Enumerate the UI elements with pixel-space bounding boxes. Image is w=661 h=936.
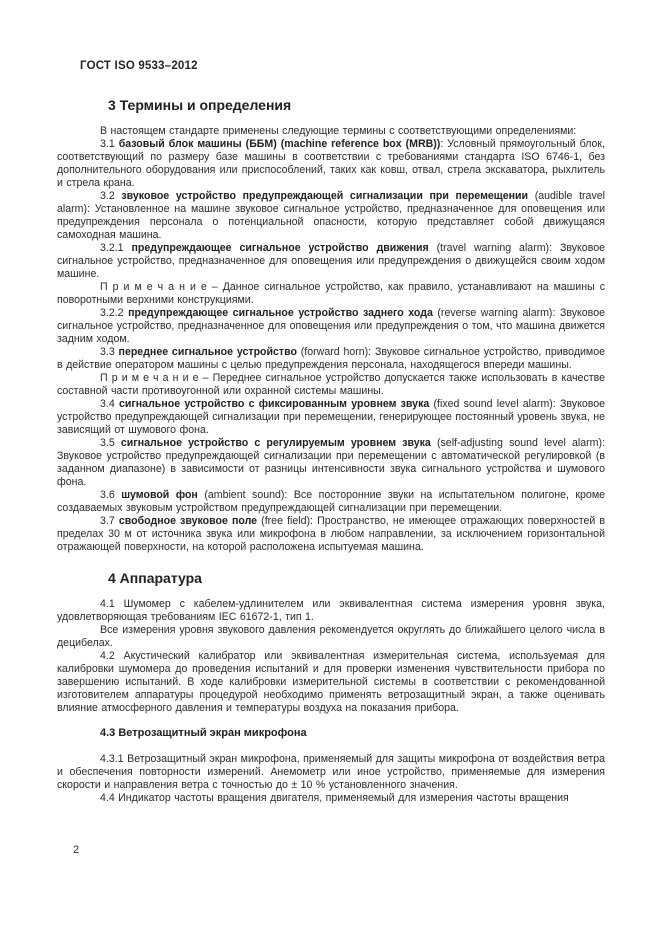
paragraph [57,125,605,138]
paragraph [57,346,605,372]
body-text: В настоящем стандарте применены следующие термины с соответствующими определениями: [100,125,577,137]
body-text: 3.2.1 [100,242,132,254]
body-text: 3.4 [100,398,119,410]
term-bold-text: переднее сигнальное устройство [118,346,297,358]
term-bold-text: шумовой фон [121,489,198,501]
running-header: ГОСТ ISO 9533–2012 [80,60,198,72]
body-text: П р и м е ч а н и е – Данное сигнальное устройство, как правило, устанавливают на машины с поворотными верхними конструкциями. [57,281,605,306]
body-text: 4.4 Индикатор частоты вращения двигателя, применяемый для измерения частоты вращения [100,792,569,804]
body-text: (reverse warning alarm): Звуковое сигнальное устройство, предназначенное для оповещения или предупреждения о том, что машина движется задним ходом. [57,307,605,345]
section-heading: 4 Аппаратура [108,570,202,586]
note-paragraph [57,281,605,307]
body-text: (audible travel alarm): Установленное на машине звуковое сигнальное устройство, предназначенное для оповещения или предупреждения персонала о потенциальной опасности, которую представляет собой движущаяся самоходная машина. [57,190,605,241]
term-bold-text: звуковое устройство предупреждающей сигнализации при перемещении [121,190,529,202]
term-bold-text: свободное звуковое поле [118,515,258,527]
body-text: 4.3.1 Ветрозащитный экран микрофона, применяемый для защиты микрофона от воздействия ветра и обеспечения повторности измерений. Анемометр или иное устройство, применяемые для измерения скорости и направления ветра с точностью до ± 10 % установленного значения. [57,753,605,791]
body-text: 3.1 [100,138,119,150]
body-text: 3.6 [100,489,122,501]
body-text: (self-adjusting sound level alarm): Звуковое устройство предупреждающей сигнализации при перемещении с автоматической регулировкой (в заданном диапазоне) в зависимости от разницы интенсивности звука сигнального устройства и шумового фона. [57,437,605,488]
paragraph [57,242,605,281]
body-text: 3.7 [100,515,119,527]
body-text: 3.2.2 [100,307,129,319]
paragraph [57,138,605,190]
body-text: : Условный прямоугольный блок, соответствующий по размеру базе машины в соответствии с требованиями стандарта ISO 6746-1, без дополнительного оборудования или приспособлений, таких как ковш, отвал, стрела экскаватора, рыхлитель и стрела крана. [57,138,605,189]
paragraph [57,792,605,805]
subsection-heading: 4.3 Ветрозащитный экран микрофона [100,727,307,739]
body-text: 4.2 Акустический калибратор или эквивалентная измерительная система, используемая для калибровки шумомера до проведения испытаний и для проверки изменения чувствительности прибора по завершению испытаний. В ходе калибровки измерительной системы в соответствии с рекомендованной изготовителем аппаратуры процедурой необходимо применять ветрозащитный экран, а также оценивать влияние атмосферного давления и температуры воздуха на показания прибора. [57,650,605,714]
term-bold-text: предупреждающее сигнальное устройство заднего хода [128,307,433,319]
body-text: 4.1 Шумомер с кабелем-удлинителем или эквивалентная система измерения уровня звука, удовлетворяющая требованиям IEC 61672-1, тип 1. [57,598,605,623]
paragraph [57,753,605,792]
body-text: (fixed sound level alarm): Звуковое устройство предупреждающей сигнализации при перемещении, генерирующее постоянный уровень звука, не зависящий от шумового фона. [57,398,606,436]
paragraph [57,437,605,489]
body-text: 3.2 [100,190,122,202]
paragraph [57,515,605,554]
paragraph [57,398,605,437]
document-body [57,97,605,805]
section-heading: 3 Термины и определения [108,97,292,113]
paragraph [57,598,605,624]
body-text: (ambient sound): Все посторонние звуки на испытательном полигоне, кроме создаваемых звуковым устройством предупреждающей сигнализации при перемещении. [57,489,605,514]
body-text: (forward horn): Звуковое сигнальное устройство, приводимое в действие оператором машины с целью предупреждения персонала, находящегося впереди машины. [57,346,605,371]
term-bold-text: сигнальное устройство с фиксированным уровнем звука [118,398,430,410]
term-bold-text: предупреждающее сигнальное устройство движения [131,242,429,254]
paragraph [57,190,605,242]
paragraph [57,650,605,715]
term-bold-text: сигнальное устройство с регулируемым уровнем звука [120,437,431,449]
body-text: 3.3 [100,346,119,358]
note-paragraph [57,372,605,398]
paragraph [57,489,605,515]
page-number: 2 [73,844,80,856]
body-text: (travel warning alarm): Звуковое сигнальное устройство, предназначенное для оповещения или предупреждения о движущейся своим ходом машине. [57,242,605,280]
body-text: Все измерения уровня звукового давления рекомендуется округлять до ближайшего целого числа в децибелах. [57,624,605,649]
body-text: 3.5 [100,437,121,449]
paragraph [57,307,605,346]
body-text: П р и м е ч а н и е – Переднее сигнальное устройство допускается также использовать в качестве составной части противоугонной или охранной системы машины. [57,372,605,397]
term-bold-text: базовый блок машины (ББМ) (machine reference box (MRB)) [118,138,441,150]
paragraph [57,624,605,650]
body-text: (free field): Пространство, не имеющее отражающих поверхностей в пределах 30 м от источника звука или микрофона в любом направлении, за исключением горизонтальной отражающей поверхности, на которой расположена испытуемая машина. [57,515,605,553]
